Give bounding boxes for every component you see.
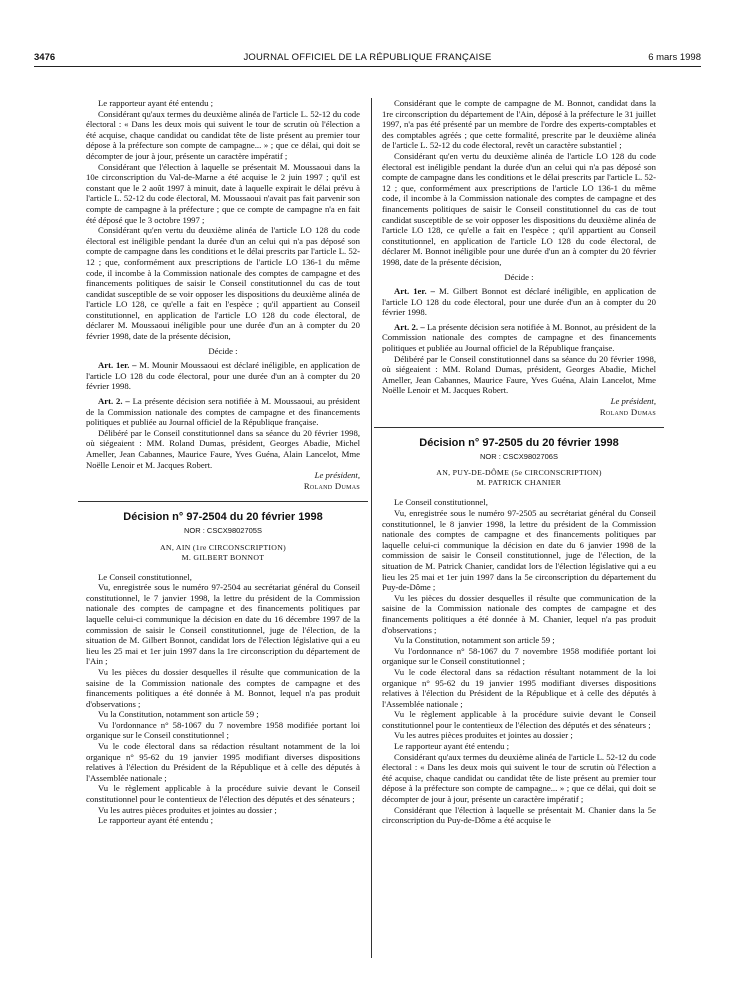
article-2-text: La présente décision sera notifiée à M. Bonnot, au président de la Commission nationale des comptes de campagne et des financements politiques et publiée au Journal officiel de la République française. — [382, 321, 656, 354]
decide-heading: Décide : — [504, 271, 534, 282]
paragraph: Le Conseil constitutionnel, — [394, 497, 488, 508]
paragraph: Vu le code électoral dans sa rédaction résultant notamment de la loi organique n° 95-62 du 19 janvier 1995 modifiant diverses dispositions relatives à l'élection du Président de la République et à celle des députés à l'Assemblée nationale ; — [382, 666, 656, 709]
paragraph: Considérant que l'élection à laquelle se présentait M. Chanier dans la 5e circonscription du Puy-de-Dôme a été acquise le — [382, 804, 656, 826]
journal-title: JOURNAL OFFICIEL DE LA RÉPUBLIQUE FRANÇAISE — [243, 52, 492, 63]
constituency: AN, AIN (1re CIRCONSCRIPTION) — [159, 542, 287, 552]
nor-reference: NOR : CSCX9802705S — [184, 525, 262, 535]
constituency: AN, PUY-DE-DÔME (5e CIRCONSCRIPTION) — [436, 468, 602, 478]
paragraph: Considérant qu'aux termes du deuxième alinéa de l'article L. 52-12 du code électoral : « Dans les deux mois qui suivent le tour de scrutin où l'élection a été acquise, chaque candidat ou candidat tête de liste présent au premier tour dépose à la préfecture son compte de campagne... » ; que ce délai, qui doit se décompter de jour à jour, présente un caractère impératif ; — [382, 751, 656, 805]
section-divider — [374, 427, 664, 428]
nor-reference: NOR : CSCX9802706S — [480, 451, 558, 461]
column-divider — [371, 98, 372, 958]
article-1-label: Art. 1er. – — [394, 286, 436, 297]
paragraph: Vu les pièces du dossier desquelles il résulte que communication de la saisine de la Commission nationale des comptes de campagne et des financements politiques a été donnée à M. Bonnot, lequel n'a pas produit d'observations ; — [86, 666, 360, 709]
paragraph: Considérant que l'élection à laquelle se présentait M. Moussaoui dans la 10e circonscription du Val-de-Marne a été acquise le 2 juin 1997 ; qu'il est constant que le 2 août 1997 à minuit, date à laquelle expirait le délai prévu à l'article L. 52-12 du code électoral, M. Moussaoui n'avait pas fait parvenir son compte de campagne à la préfecture ; que ce compte de campagne n'a en fait été déposé que le 3 octobre 1997 ; — [86, 161, 360, 225]
signature-name: Roland Dumas — [303, 480, 360, 491]
paragraph: Considérant qu'en vertu du deuxième alinéa de l'article LO 128 du code électoral est inéligible pendant la durée d'un an celui qui n'a pas déposé son compte de campagne dans les conditions et le délai prescrits par l'article L. 52-12 ; que, conformément aux prescriptions de l'article LO 136-1 du même code, il incombe à la Commission nationale des comptes de campagne et des financements politiques de saisir le Conseil constitutionnel du cas de tout candidat susceptible de se voir opposer les dispositions du deuxième alinéa de l'article LO 128, ce qu'elle a fait en l'espèce ; qu'il appartient au Conseil constitutionnel, en application de l'article LO 128 du code électoral, de déclarer M. Moussaoui inéligible pour une durée d'un an à compter du 20 février 1998, date de la présente décision, — [86, 225, 360, 342]
section-divider — [78, 501, 368, 502]
signature-title: Le président, — [610, 396, 656, 407]
signature-title: Le président, — [314, 470, 360, 481]
signature-name: Roland Dumas — [599, 406, 656, 417]
article-1 — [86, 360, 360, 392]
article-1 — [382, 286, 656, 318]
candidate-name: M. PATRICK CHANIER — [476, 478, 562, 488]
paragraph: Considérant qu'aux termes du deuxième alinéa de l'article L. 52-12 du code électoral : « Dans les deux mois qui suivent le tour de scrutin où l'élection a été acquise, chaque candidat ou candidat tête de liste présent au premier tour dépose à la préfecture son compte de campagne... » ; que ce délai, qui doit se décompter de jour à jour, présente un caractère impératif ; — [86, 108, 360, 161]
article-2-text: La présente décision sera notifiée à M. Moussaoui, au président de la Commission nationale des comptes de campagne et des financements politiques et publiée au Journal officiel de la République française. — [86, 396, 360, 428]
paragraph: Vu, enregistrée sous le numéro 97-2505 au secrétariat général du Conseil constitutionnel, le 8 janvier 1998, la lettre du président de la Commission nationale des comptes de campagne et des financements politiques par laquelle celui-ci communique la décision en date du 6 janvier 1998 de la commission de saisir le Conseil constitutionnel, juge de l'élection, de la situation de M. Patrick Chanier, candidat lors de l'élection législative qui a eu lieu les 25 mai et 1er juin 1997 dans la 5e circonscription du département du Puy-de-Dôme ; — [382, 508, 656, 593]
paragraph: Vu le règlement applicable à la procédure suivie devant le Conseil constitutionnel pour le contentieux de l'élection des députés et des sénateurs ; — [86, 783, 360, 805]
decision-title: Décision n° 97-2504 du 20 février 1998 — [123, 511, 323, 524]
candidate-name: M. GILBERT BONNOT — [181, 552, 265, 562]
paragraph: Le rapporteur ayant été entendu ; — [394, 741, 510, 752]
article-2-label: Art. 2. – — [394, 321, 425, 332]
left-column — [86, 98, 360, 826]
article-2 — [86, 396, 360, 428]
paragraph: Considérant que le compte de campagne de M. Bonnot, candidat dans la 1re circonscription du département de l'Ain, déposé à la préfecture le 31 juillet 1997, n'a pas été présenté par un membre de l'ordre des experts-comptables et des comptables agréés ; que cette formalité, prescrite par le deuxième alinéa de l'article L. 52-12 du code électoral, revêt un caractère substantiel ; — [382, 98, 656, 151]
deliberation: Délibéré par le Conseil constitutionnel dans sa séance du 20 février 1998, où siégeaient : MM. Roland Dumas, président, Georges Abadie, Michel Ameller, Jean Cabannes, Maurice Faure, Yves Guéna, Alain Lancelot, Mme Noëlle Lenoir et M. Jacques Robert. — [382, 353, 656, 396]
right-column — [382, 98, 656, 826]
paragraph: Vu l'ordonnance n° 58-1067 du 7 novembre 1958 modifiée portant loi organique sur le Conseil constitutionnel ; — [382, 645, 656, 667]
paragraph: Le Conseil constitutionnel, — [98, 571, 192, 582]
article-1-text: M. Gilbert Bonnot est déclaré inéligible, en application de l'article LO 128 du code électoral, pour une durée d'un an à compter du 20 février 1998. — [382, 286, 656, 318]
paragraph: Vu, enregistrée sous le numéro 97-2504 au secrétariat général du Conseil constitutionnel, le 7 janvier 1998, la lettre du président de la Commission nationale des comptes de campagne et des financements politiques par laquelle celui-ci communique la décision en date du 16 décembre 1997 de la commission de saisir le Conseil constitutionnel, juge de l'élection, de la situation de M. Gilbert Bonnot, candidat lors de l'élection législative qui a eu lieu les 25 mai et 1er juin 1997 dans la 1re circonscription du département de l'Ain ; — [86, 582, 360, 667]
decision-title: Décision n° 97-2505 du 20 février 1998 — [419, 437, 619, 450]
decide-heading: Décide : — [208, 345, 238, 356]
paragraph: Vu le règlement applicable à la procédure suivie devant le Conseil constitutionnel pour le contentieux de l'élection des députés et des sénateurs ; — [382, 709, 656, 730]
article-1-text: M. Mounir Moussaoui est déclaré inéligible, en application de l'article LO 128 du code électoral, pour une durée d'un an à compter du 20 février 1998. — [86, 360, 361, 392]
paragraph: Considérant qu'en vertu du deuxième alinéa de l'article LO 128 du code électoral est inéligible pendant la durée d'un an celui qui n'a pas déposé son compte de campagne dans les conditions et le délai prescrits par l'article L. 52-12 ; que, conformément aux prescriptions de l'article LO 136-1 du même code, il incombe à la Commission nationale des comptes de campagne et des financements politiques de saisir le Conseil constitutionnel du cas de tout candidat susceptible de se voir opposer les dispositions du deuxième alinéa de l'article LO 128, ce qu'elle a fait en l'espèce ; qu'il appartient au Conseil constitutionnel, en application de l'article LO 128 du code électoral, de déclarer M. Bonnot inéligible pour une durée d'un an à compter du 20 février 1998, date de la présente décision, — [382, 150, 656, 267]
paragraph: Vu les autres pièces produites et jointes au dossier ; — [394, 730, 573, 741]
article-2-label: Art. 2. – — [98, 396, 130, 407]
page-header — [34, 50, 701, 67]
article-1-label: Art. 1er. – — [98, 360, 137, 371]
deliberation: Délibéré par le Conseil constitutionnel dans sa séance du 20 février 1998, où siégeaient : MM. Roland Dumas, président, Georges Abadie, Michel Ameller, Jean Cabannes, Maurice Faure, Yves Guéna, Alain Lancelot, Mme Noëlle Lenoir et M. Jacques Robert. — [86, 427, 360, 470]
paragraph: Vu la Constitution, notamment son article 59 ; — [394, 635, 555, 646]
paragraph: Vu l'ordonnance n° 58-1067 du 7 novembre 1958 modifiée portant loi organique sur le Conseil constitutionnel ; — [86, 719, 360, 741]
paragraph: Le rapporteur ayant été entendu ; — [98, 815, 214, 826]
paragraph: Vu la Constitution, notamment son article 59 ; — [98, 709, 259, 720]
left-intro — [86, 98, 360, 342]
issue-date: 6 mars 1998 — [648, 52, 701, 63]
paragraph: Vu le code électoral dans sa rédaction résultant notamment de la loi organique n° 95-62 du 19 janvier 1995 modifiant diverses dispositions relatives à l'élection du Président de la République et à celle des députés à l'Assemblée nationale ; — [86, 741, 360, 783]
paragraph: Vu les pièces du dossier desquelles il résulte que communication de la saisine de la Commission nationale des comptes de campagne et des financements politiques a été donnée à M. Chanier, lequel n'a pas produit d'observations ; — [382, 592, 656, 635]
paragraph: Le rapporteur ayant été entendu ; — [98, 98, 214, 108]
article-2 — [382, 322, 656, 354]
paragraph: Vu les autres pièces produites et jointes au dossier ; — [98, 804, 277, 815]
page-number: 3476 — [34, 52, 56, 63]
